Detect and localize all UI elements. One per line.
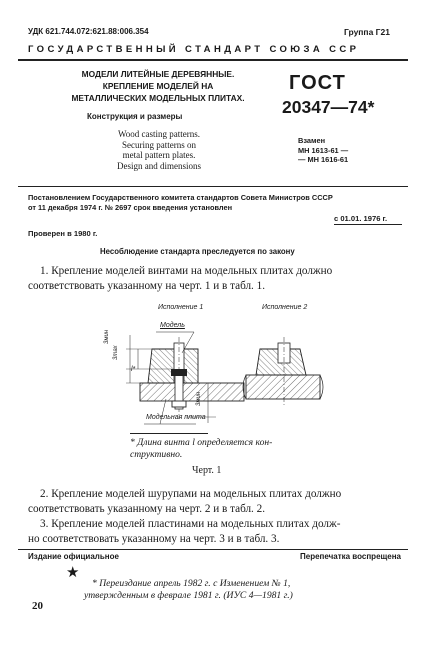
decree-date-underline (334, 224, 402, 225)
paragraph-line: 1. Крепление моделей винтами на модельных плитах должно (40, 265, 333, 277)
model-label: Модель (160, 322, 185, 329)
paragraph-line: соответствовать указанному на черт. 2 и в табл. 2. (28, 503, 266, 515)
footnote-line: * Длина винта l определяется кон- (130, 437, 273, 448)
paragraph-3 (28, 517, 408, 547)
title-en-line: Design and dimensions (117, 160, 201, 171)
gost-label: ГОСТ (289, 72, 346, 94)
replaces-label: Взамен (298, 136, 326, 145)
title-en-line: Wood casting patterns. (117, 129, 200, 139)
reissue-note (84, 578, 414, 602)
decree-line: от 11 декабря 1974 г. № 2697 срок введения установлен (28, 203, 233, 212)
dimension-label: 3max (113, 345, 119, 360)
decree-date: с 01.01. 1976 г. (334, 214, 388, 223)
figure-footnote (130, 437, 360, 461)
footnote-line: структивно. (130, 449, 183, 460)
reprint-prohibited: Перепечатка воспрещена (300, 552, 401, 561)
variant-1-drawing (126, 332, 244, 424)
title-en-line: Securing patterns on (122, 139, 196, 150)
law-warning: Несоблюдение стандарта преследуется по закону (100, 247, 295, 256)
title-en (88, 129, 230, 171)
udk-code: УДК 621.744.072:621.88:006.354 (28, 27, 149, 36)
group-code: Группа Г21 (344, 27, 390, 37)
replaces-block (298, 136, 348, 165)
variant-2-drawing (243, 337, 323, 405)
footer-rule (18, 549, 408, 550)
paragraph-2 (28, 487, 408, 517)
replaces-item: — МН 1616-61 (298, 155, 349, 164)
model-section (148, 349, 198, 383)
title-ru-line: МЕТАЛЛИЧЕСКИХ МОДЕЛЬНЫХ ПЛИТАХ. (71, 93, 245, 103)
official-edition: Издание официальное (28, 552, 119, 561)
nut (172, 401, 186, 407)
title-rule (18, 186, 408, 187)
paragraph-line: 2. Крепление моделей шурупами на модельных плитах должно (40, 488, 342, 500)
state-standard-banner: ГОСУДАРСТВЕННЫЙ СТАНДАРТ СОЮЗА ССР (28, 44, 360, 55)
decree-block (28, 193, 406, 213)
header-rule (18, 59, 408, 61)
title-ru-subtitle: Конструкция и размеры (87, 112, 183, 121)
figure-footnote-rule (130, 433, 208, 434)
title-en-line: metal pattern plates. (122, 150, 196, 160)
dimension-label: 3мин (104, 329, 110, 344)
page-number: 20 (32, 600, 43, 612)
variant-2-label: Исполнение 2 (262, 304, 308, 311)
plate-section (140, 383, 244, 401)
paragraph-1 (28, 264, 408, 294)
variant-1-label: Исполнение 1 (158, 304, 204, 311)
title-ru-line: МОДЕЛИ ЛИТЕЙНЫЕ ДЕРЕВЯННЫЕ. (81, 69, 235, 79)
paragraph-line: соответствовать указанному на черт. 1 и в табл. 1. (28, 280, 266, 292)
reissue-line: * Переиздание апрель 1982 г. с Изменением № 1, (92, 578, 291, 589)
screw-head (171, 369, 187, 376)
paragraph-line: но соответствовать указанному на черт. 3 и в табл. 3. (28, 533, 280, 545)
replaces-item: МН 1613-61 — (298, 145, 349, 155)
title-ru-line: КРЕПЛЕНИЕ МОДЕЛЕЙ НА (102, 81, 214, 91)
figure-caption: Черт. 1 (192, 465, 222, 476)
paragraph-line: 3. Крепление моделей пластинами на модельных плитах долж- (40, 518, 341, 530)
dimension-label: l* (131, 366, 136, 373)
decree-line: Постановлением Государственного комитета стандартов Совета Министров СССР (28, 193, 333, 202)
star-icon: ★ (66, 565, 80, 581)
reissue-line: утвержденным в феврале 1981 г. (ИУС 4—1981 г.) (84, 590, 293, 601)
checked-year: Проверен в 1980 г. (28, 229, 98, 238)
dimension-label: 3мин (196, 391, 202, 406)
gost-number: 20347—74* (282, 97, 375, 117)
plate-label: Модельная плита (146, 414, 206, 421)
title-ru (48, 68, 268, 104)
